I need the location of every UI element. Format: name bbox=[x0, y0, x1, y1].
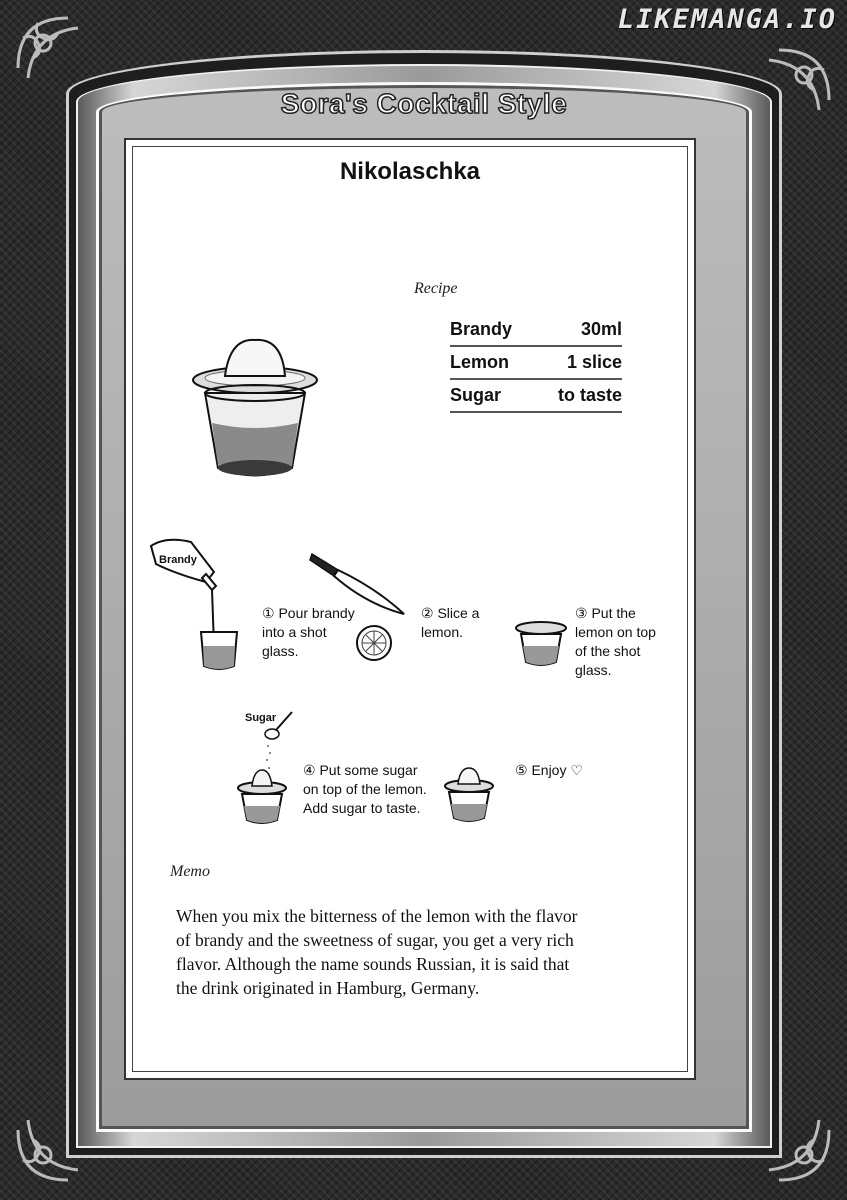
step-line: on top of the lemon. bbox=[303, 781, 427, 797]
memo-line: the drink originated in Hamburg, Germany. bbox=[176, 978, 480, 998]
brandy-bottle-label: Brandy bbox=[159, 554, 197, 566]
ingredients-table bbox=[450, 314, 622, 413]
ingredient-name: Lemon bbox=[450, 352, 510, 372]
step-line: ③ Put the bbox=[575, 605, 636, 621]
step-line: ① Pour brandy bbox=[262, 605, 355, 621]
memo-label: Memo bbox=[170, 863, 210, 880]
finished-drink-illustration bbox=[442, 766, 496, 826]
memo-line: When you mix the bitterness of the lemon with the flavor bbox=[176, 906, 578, 926]
cocktail-glass-illustration bbox=[190, 338, 320, 486]
step-line: into a shot bbox=[262, 624, 327, 640]
step-line: ⑤ Enjoy ♡ bbox=[515, 762, 583, 778]
ingredient-row bbox=[450, 314, 622, 347]
recipe-label: Recipe bbox=[414, 280, 458, 297]
ingredient-row bbox=[450, 347, 622, 380]
ingredient-name: Brandy bbox=[450, 319, 513, 339]
step-5-text bbox=[515, 761, 583, 780]
step-line: of the shot bbox=[575, 643, 641, 659]
ingredient-amount: to taste bbox=[557, 385, 622, 405]
ingredient-amount: 1 slice bbox=[566, 352, 622, 372]
ingredient-row bbox=[450, 380, 622, 413]
step-line: glass. bbox=[262, 643, 299, 659]
memo-line: flavor. Although the name sounds Russian, it is said that bbox=[176, 954, 570, 974]
lemon-on-glass-illustration bbox=[514, 620, 568, 668]
site-watermark: LIKEMANGA.IO bbox=[617, 4, 837, 35]
cocktail-name: Nikolaschka bbox=[339, 158, 481, 185]
sugar-spoon-label: Sugar bbox=[245, 712, 277, 724]
ingredient-amount: 30ml bbox=[580, 319, 622, 339]
step-line: glass. bbox=[575, 662, 612, 678]
step-2-text bbox=[421, 604, 479, 642]
step-line: lemon on top bbox=[575, 624, 656, 640]
step-line: ② Slice a bbox=[421, 605, 480, 621]
step-line: ④ Put some sugar bbox=[303, 762, 418, 778]
step-4-text bbox=[303, 761, 427, 818]
memo-text bbox=[176, 904, 656, 1000]
step-line: Add sugar to taste. bbox=[303, 800, 421, 816]
step-line: lemon. bbox=[421, 624, 464, 640]
memo-line: of brandy and the sweetness of sugar, you get a very rich bbox=[176, 930, 574, 950]
sugar-spoon-glass-illustration bbox=[234, 708, 294, 828]
ingredient-name: Sugar bbox=[450, 385, 502, 405]
knife-lemon-illustration bbox=[306, 548, 410, 664]
step-3-text bbox=[575, 604, 656, 680]
page-header-title: Sora's Cocktail Style bbox=[280, 88, 568, 119]
